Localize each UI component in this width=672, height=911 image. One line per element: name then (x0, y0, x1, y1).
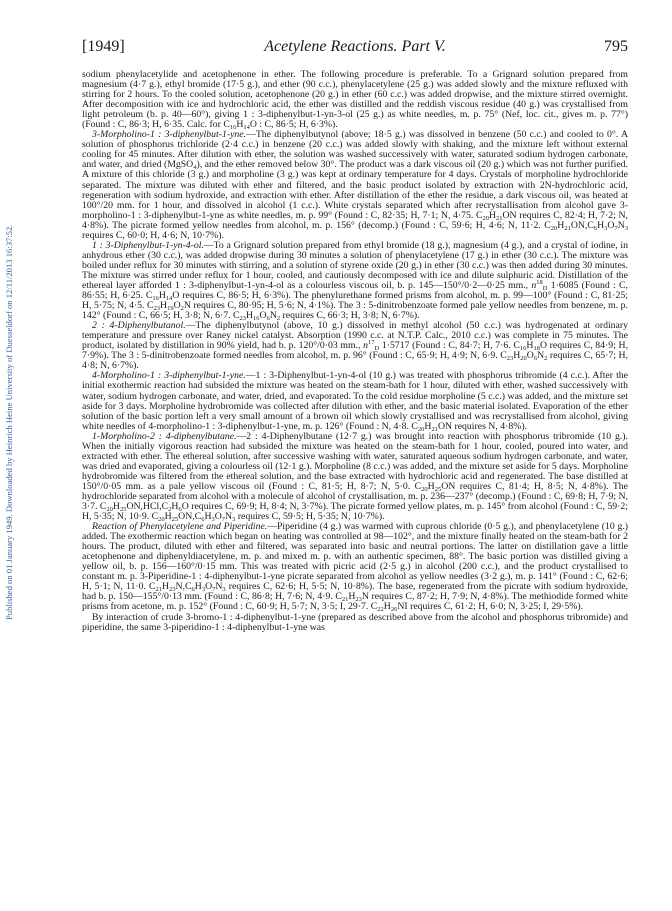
paragraph-text: —1 : 3-Diphenylbut-1-yn-4-ol (10 g.) was treated with phosphorus tribromide (4 c.c.). After the initial exothermic reaction had subsided the mixture was heated on the steam-bath for 1 hour, diluted with ether, washed successively with water, sodium hydrogen carbonate, and water, dried, and evaporated. To the cold residue morpholine (5 c.c.) was added, and the mixture set aside for 3 days. Morpholine hydrobromide was collected after dilution with ether, and the basic material isolated. Evaporation of the ether solution of the basic portion left a very small amount of a brown oil which slowly crystallised and was recrystallised from alcohol, giving white needles of 4-morpholino-1 : 3-diphenylbut-1-yne, m. p. 126° (Found : N, 4·8. $C_{20}H_{21}ON$ requires N, 4·8%). (82, 370, 628, 433)
paragraph-text: sodium phenylacetylide and acetophenone in ether. The following procedure is preferable. To a Grignard solution prepared from magnesium (4·7 g.), ethyl bromide (17·5 g.), and ether (90 c.c.), phenylacetylene (25 g.) was added slowly and the mixture refluxed with stirring for 2 hours. To the cooled solution, acetophenone (20 g.) in ether (60 c.c.) was added dropwise, and the mixture stirred overnight. After decomposition with ice and hydrochloric acid, the ether was distilled and the reddish viscous residue (40 g.) was crystallised from light petroleum (b. p. 40—60°), giving 1 : 3-diphenylbut-1-yn-3-ol (25 g.) as white needles, m. p. 75° (Nef, loc. cit., gives m. p. 77°) (Found : C, 86·3; H, 6·35. Calc. for $C_{16}H_{14}O$ : C, 86·5; H, 6·3%). (82, 70, 628, 132)
paragraph (82, 321, 628, 371)
paragraph-text: By interaction of crude 3-bromo-1 : 4-diphenylbut-1-yne (prepared as described above from the alcohol and phosphorus tribromide) and piperidine, the same 3-piperidino-1 : 4-diphenylbut-1-yne was (82, 611, 628, 633)
paragraph-text: —2 : 4-Diphenylbutane (12·7 g.) was brought into reaction with phosphorus tribromide (10 g.). When the initially vigorous reaction had subsided the mixture was heated on the steam-bath for 1 hour, cooled, poured into water, and extracted with ether. The ethereal solution, after successive washing with water, saturated aqueous sodium hydrogen carbonate, and water, was dried and evaporated, giving a colourless oil (12·1 g.). Morpholine (8 c.c.) was added, and the mixture set aside for 5 days. Morpholine hydrobromide was filtered from the ethereal solution, and the base extracted with hydrochloric acid and regenerated. The base distilled at 150°/0·05 mm. as a pale yellow viscous oil (Found : C, 81·5; H, 8·7; N, 5·0. $C_{20}H_{25}ON$ requires C, 81·4; H, 8·5; N, 4·8%). The hydrochloride separated from alcohol with a molecule of alcohol of crystallisation, m. p. 236—237° (decomp.) (Found : C, 69·8; H, 7·9; N, 3·7. $C_{20}H_{25}ON,HCl,C_2H_6O$ requires C, 69·9; H, 8·4; N, 3·7%). The picrate formed yellow plates, m. p. 145° from alcohol (Found : C, 59·2; H, 5·35; N, 10·9. $C_{20}H_{25}ON,C_6H_3O_7N_3$ requires C, 59·5; H, 5·35; N, 10·7%). (82, 430, 628, 524)
page-number: 795 (604, 38, 628, 55)
paragraph-lead: 3-Morpholino-1 : 3-diphenylbut-1-yne. (92, 129, 247, 141)
header-year: [1949] (82, 38, 125, 55)
paragraph-text: —The diphenylbutynol (above, 10 g.) dissolved in methyl alcohol (50 c.c.) was hydrogenated at ordinary temperature and pressure over Raney nickel catalyst. Absorption (1990 c.c. at N.T.P. Calc., 2010 c.c.) was complete in 75 minutes. The product, isolated by distillation in 90% yield, had b. p. 120°/0·03 mm., $n^{17}_D$ 1·5717 (Found : C, 84·7; H, 7·6. $C_{16}H_{18}O$ requires C, 84·9; H, 7·9%). The 3 : 5-dinitrobenzoate formed needles from alcohol, m. p. 96° (Found : C, 65·9; H, 4·9; N, 6·9. $C_{23}H_{20}O_6N_2$ requires C, 65·7; H, 4·8; N, 6·7%). (82, 320, 628, 372)
download-watermark: Published on 01 January 1949. Downloaded by Heinrich Heine University of Duesseldorf on 12/11/2013 16:37:52. (4, 224, 14, 620)
article-body (82, 70, 628, 900)
paragraph-lead: 1-Morpholino-2 : 4-diphenylbutane. (92, 430, 237, 442)
paragraph-lead: 4-Morpholino-1 : 3-diphenylbut-1-yne. (92, 370, 246, 382)
page-header (82, 38, 628, 58)
paragraph (82, 613, 628, 633)
paragraph-text: —The diphenylbutynol (above; 18·5 g.) was dissolved in benzene (50 c.c.) and cooled to 0°. A solution of phosphorus trichloride (2·4 c.c.) in benzene (20 c.c.) was added slowly with shaking, and the mixture left without external cooling for 45 minutes. After dilution with ether, the solution was washed successively with water, saturated sodium hydrogen carbonate, and water, and dried (MgSO$_4$), and the ether removed below 30°. The product was a dark viscous oil (20 g.) which was not further purified. A mixture of this chloride (3 g.) and morpholine (3 g.) was kept at ordinary temperature for 4 days. Crystals of morpholine hydrochloride separated. The mixture was diluted with ether and filtered, and the basic product isolated by extraction with 2N-hydrochloric acid, regeneration with sodium hydroxide, and extraction with ether. After distillation of the ether the residue, a dark viscous oil, was heated at 100°/20 mm. for 1 hour, and dissolved in alcohol (1 c.c.). White crystals separated which after recrystallisation from alcohol gave 3-morpholino-1 : 3-diphenylbut-1-yne as white needles, m. p. 99° (Found : C, 82·35; H, 7·1; N, 4·75. $C_{20}H_{21}ON$ requires C, 82·4; H, 7·2; N, 4·8%). The picrate formed yellow needles from alcohol, m. p. 156° (decomp.) (Found : C, 59·6; H, 4·6; N, 11·2. $C_{20}H_{21}ON,C_6H_3O_7N_3$ requires C, 60·0; H, 4·6; N, 10·7%). (82, 129, 628, 241)
paragraph (82, 241, 628, 321)
paragraph (82, 70, 628, 130)
header-title: Acetylene Reactions. Part V. (264, 38, 446, 55)
paragraph (82, 130, 628, 241)
paragraph (82, 522, 628, 612)
paragraph-lead: Reaction of Phenylacetylene and Piperidine. (92, 521, 268, 533)
paragraph (82, 371, 628, 431)
paragraph-text: —Piperidine (4 g.) was warmed with cuprous chloride (0·5 g.), and phenylacetylene (10 g.) added. The exothermic reaction which began on heating was controlled at 98—102°, and the mixture finally heated on the steam-bath for 2 hours. The product, diluted with ether and filtered, was separated into basic and neutral portions. The latter on distillation gave a little acetophenone and diphenyldiacetylene, m. p. and mixed m. p. with an authentic specimen, 88°. The basic portion was distilled giving a yellow oil, b. p. 156—160°/0·15 mm. This was treated with picric acid (2·5 g.) in alcohol (200 c.c.), and the product crystallised to constant m. p. 3-Piperidine-1 : 4-diphenylbut-1-yne picrate separated from alcohol as yellow needles (3·2 g.), m. p. 141° (Found : C, 62·6; H, 5·1; N, 11·0. $C_{21}H_{23}N,C_6H_3O_7N_3$ requires C, 62·6; H, 5·5; N, 10·8%). The base, regenerated from the picrate with sodium hydroxide, had b. p. 150—155°/0·13 mm. (Found : C, 86·8; H, 7·6; N, 4·9. $C_{21}H_{23}N$ requires C, 87·2; H, 7·9; N, 4·8%). The methiodide formed white prisms from acetone, m. p. 152° (Found : C, 60·9; H, 5·7; N, 3·5; I, 29·7. $C_{22}H_{26}NI$ requires C, 61·2; H, 6·0; N, 3·25; I, 29·5%). (82, 521, 628, 614)
paragraph (82, 432, 628, 522)
paragraph-text: —To a Grignard solution prepared from ethyl bromide (18 g.), magnesium (4 g.), and a crystal of iodine, in anhydrous ether (30 c.c.), was added dropwise during 30 minutes a solution of phenylacetylene (17 g.) in ether (30 c.c.). The mixture was boiled under reflux for 30 minutes with stirring, and a solution of styrene oxide (20 g.) in ether (30 c.c.) was then added during 30 minutes. The mixture was stirred under reflux for 1 hour, cooled, and cautiously decomposed with ice and dilute sulphuric acid. Distillation of the ethereal layer afforded 1 : 3-diphenylbut-1-yn-4-ol as a colourless viscous oil, b. p. 145—150°/0·2—0·25 mm., $n^{18}_D$ 1·6085 (Found : C, 86·55; H, 6·25. $C_{16}H_{14}O$ requires C, 86·5; H, 6·3%). The phenylurethane formed prisms from alcohol, m. p. 99—100° (Found : C, 81·25; H, 5·75; N, 4·5. $C_{23}H_{19}O_2N$ requires C, 80·95; H, 5·6; N, 4·1%). The 3 : 5-dinitrobenzoate formed pale yellow needles from benzene, m. p. 142° (Found : C, 66·5; H, 3·8; N, 6·7. $C_{23}H_{16}O_6N_2$ requires C, 66·3; H, 3·8; N, 6·7%). (82, 239, 628, 323)
paragraph-lead: 2 : 4-Diphenylbutanol. (92, 320, 186, 332)
paragraph-lead: 1 : 3-Diphenylbut-1-yn-4-ol. (92, 239, 204, 251)
